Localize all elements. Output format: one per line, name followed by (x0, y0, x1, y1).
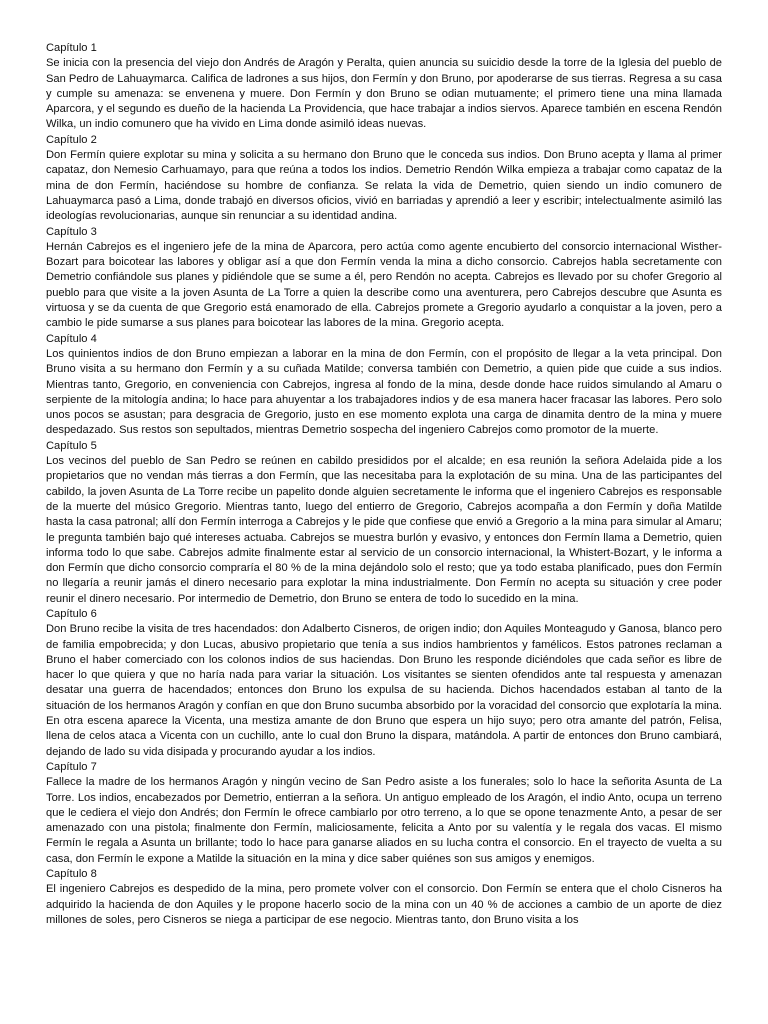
chapter-title: Capítulo 1 (46, 42, 97, 54)
chapter-title: Capítulo 5 (46, 439, 97, 452)
chapter-5 (46, 439, 722, 607)
chapter-text: Don Bruno recibe la visita de tres hacendados: don Adalberto Cisneros, de origen indio; don Aquiles Monteagudo y Ganosa, blanco pero de familia empobrecida; y don Lucas, abusivo propietario que tenía a sus indios hambrientos y famélicos. Estos patrones reclaman a Bruno el haber comerciado con los colonos indios de sus haciendas. Don Bruno les responde diciéndoles que cada señor es libre de hacer lo que quiera y que no haría nada para variar la situación. Los visitantes se sienten ofendidos ante tal respuesta y amenazan desatar una guerra de hacendados; entonces don Bruno los expulsa de su hacienda. Dichos hacendados estaban al tanto de la situación de los hermanos Aragón y confían en que don Bruno sucumba absorbido por la voracidad del consorcio que explotaría la mina. En otra escena aparece la Vicenta, una mestiza amante de don Bruno que espera un hijo suyo; pero otra amante del patrón, Felisa, llena de celos ataca a Vicenta con un cuchillo, ante lo cual don Bruno la dispara, matándola. A partir de entonces don Bruno cambiará, dejando de lado su vida disipada y procurando ayudar a los indios. (46, 623, 722, 758)
chapter-text: Los quinientos indios de don Bruno empiezan a laborar en la mina de don Fermín, con el propósito de llegar a la veta principal. Don Bruno visita a su hermano don Fermín y a su cuñada Matilde; conversa también con Demetrio, a quien pide que cuide a sus indios. Mientras tanto, Gregorio, en conveniencia con Cabrejos, ingresa al fondo de la mina, desde donde hace ruidos simulando al Amaru o serpiente de la mitología andina; lo hace para ahuyentar a los trabajadores indios y de esa manera hacer fracasar las labores. Pero solo unos pocos se asustan; para desgracia de Gregorio, justo en ese momento explota una carga de dinamita dentro de la mina y muere despedazado. Sus restos son sepultados, mientras Demetrio sospecha del ingeniero Cabrejos como promotor de la muerte. (46, 347, 722, 437)
chapter-3 (46, 225, 722, 332)
chapter-title: Capítulo 2 (46, 133, 97, 146)
chapter-title: Capítulo 6 (46, 607, 97, 620)
chapter-1 (46, 41, 722, 133)
chapter-8 (46, 867, 722, 928)
chapter-title: Capítulo 7 (46, 760, 97, 773)
chapter-6 (46, 607, 722, 760)
chapter-text: Fallece la madre de los hermanos Aragón y ningún vecino de San Pedro asiste a los funerales; solo lo hace la señorita Asunta de La Torre. Los indios, encabezados por Demetrio, entierran a la señora. Un antiguo empleado de los Aragón, el indio Anto, ocupa un terreno que le cediera el viejo don Andrés; don Fermín le ofrece cambiarlo por otro terreno, a lo que se opone tenazmente Anto, a pesar de ser amenazado con una pistola; finalmente don Fermín, maliciosamente, felicita a Anto por su valentía y le regala dos vacas. El mismo Fermín le regala a Asunta un brillante; todo lo hace para ganarse aliados en su lucha contra el consorcio. En el trayecto de vuelta a su casa, don Fermín le expone a Matilde la situación en la mina y dice saber quiénes son sus amigos y enemigos. (46, 776, 722, 865)
chapter-text: Hernán Cabrejos es el ingeniero jefe de la mina de Aparcora, pero actúa como agente encubierto del consorcio internacional Wisther-Bozart para boicotear las labores y obligar así a que don Fermín venda la mina a dicho consorcio. Cabrejos habla secretamente con Demetrio confiándole sus planes y pidiéndole que se sume a él, pero Rendón no acepta. Cabrejos es llevado por su chofer Gregorio al pueblo para que visite a la joven Asunta de La Torre a quien la describe como una aventurera, pero Cabrejos descubre que Asunta es virtuosa y se da cuenta de que Gregorio está enamorado de ella. Cabrejos promete a Gregorio ayudarlo a conquistar a la joven, pero a cambio le pide sumarse a sus planes para boicotear las labores de la mina. Gregorio acepta. (46, 240, 722, 330)
chapter-7 (46, 760, 722, 867)
chapter-title: Capítulo 3 (46, 225, 97, 238)
chapter-text: Se inicia con la presencia del viejo don Andrés de Aragón y Peralta, quien anuncia su suicidio desde la torre de la Iglesia del pueblo de San Pedro de Lahuaymarca. Califica de ladrones a sus hijos, don Fermín y don Bruno, por apoderarse de sus tierras. Regresa a su casa y cumple su amenaza: se envenena y muere. Don Fermín y don Bruno se odian mutuamente; el primero tiene una mina llamada Aparcora, y el segundo es dueño de la hacienda La Providencia, que hace trabajar a indios siervos. Aparece también en escena Rendón Wilka, un indio comunero que ha vivido en Lima donde asimiló ideas nuevas. (46, 57, 722, 131)
chapter-text: El ingeniero Cabrejos es despedido de la mina, pero promete volver con el consorcio. Don Fermín se entera que el cholo Cisneros ha adquirido la hacienda de don Aquiles y le propone hacerlo socio de la mina con un 40 % de acciones a cambio de un aporte de diez millones de soles, pero Cisneros se niega a participar de ese negocio. Mientras tanto, don Bruno visita a los (46, 883, 722, 926)
chapter-2 (46, 133, 722, 225)
chapter-4 (46, 332, 722, 439)
chapter-title: Capítulo 4 (46, 332, 97, 345)
chapter-text: Don Fermín quiere explotar su mina y solicita a su hermano don Bruno que le conceda sus indios. Don Bruno acepta y llama al primer capataz, don Nemesio Carhuamayo, para que reúna a todos los indios. Demetrio Rendón Wilka empieza a trabajar como capataz de la mina de don Fermín, haciéndose su hombre de confianza. Se relata la vida de Demetrio, quien siendo un indio comunero de Lahuaymarca pasó a Lima, donde trabajó en diversos oficios, vivió en barriadas y aprendió a leer y escribir; intelectualmente asimiló las ideologías revolucionarias, aunque sin renunciar a su identidad andina. (46, 149, 722, 223)
document-page (46, 41, 722, 928)
chapter-title: Capítulo 8 (46, 868, 97, 881)
chapter-text: Los vecinos del pueblo de San Pedro se reúnen en cabildo presididos por el alcalde; en esa reunión la señora Adelaida pide a los propietarios que no vendan más tierras a don Fermín, que las necesitaba para la explotación de su mina. Una de las participantes del cabildo, la joven Asunta de La Torre recibe un papelito donde alguien secretamente le informa que el ingeniero Cabrejos es responsable de la muerte del músico Gregorio. Mientras tanto, luego del entierro de Gregorio, Cabrejos acompaña a don Fermín y doña Matilde hasta la casa patronal; allí don Fermín interroga a Cabrejos y le pide que confiese que envió a Gregorio a la mina para simular al Amaru; le pregunta también bajo qué intereses actuaba. Cabrejos se muestra burlón y evasivo, y entonces don Fermín llama a Demetrio, quien informa todo lo que sabe. Cabrejos admite finalmente estar al servicio de un consorcio internacional, la Whistert-Bozart, y le informa a don Fermín que dicho consorcio compraría el 80 % de la mina dejándolo solo el resto; que ya todo estaba planificado, pues don Fermín no llegaría a reunir jamás el dinero necesario para explotar la mina industrialmente. Don Fermín no acepta su situación y cree poder reunir el dinero necesario. Por intermedio de Demetrio, don Bruno se entera de todo lo sucedido en la mina. (46, 455, 722, 605)
